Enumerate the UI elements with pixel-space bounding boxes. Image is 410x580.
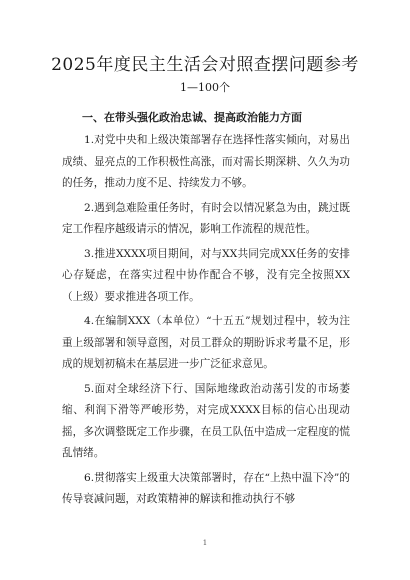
paragraph-4: 4.在编制XXX（本单位）“十五五”规划过程中，较为注重上级部署和领导意图，对员工群众的期盼诉求考量不足，形成的规划初稿未在基层进一步广泛征求意见。 xyxy=(62,315,350,370)
paragraph-1: 1.对党中央和上级决策部署存在选择性落实倾向，对易出成绩、显亮点的工作积极性高涨，而对需长期深耕、久久为功的任务，推动力度不足、持续发力不够。 xyxy=(62,134,350,189)
paragraph-3: 3.推进XXXX项目期间，对与XX共同完成XX任务的安排心存疑虑，在落实过程中协作配合不够，没有完全按照XX（上级）要求推进各项工作。 xyxy=(62,247,350,303)
paragraph-5: 5.面对全球经济下行、国际地缘政治动荡引发的市场萎缩、利润下滑等严峻形势，对完成XXXX目标的信心出现动摇，多次调整既定工作步骤，在员工队伍中造成一定程度的慌乱情绪。 xyxy=(62,382,350,459)
paragraph-6: 6.贯彻落实上级重大决策部署时，存在“上热中温下冷”的传导衰减问题，对政策精神的解读和推动执行不够 xyxy=(62,471,350,505)
page-number: 1 xyxy=(202,539,208,547)
paragraph-2: 2.遇到急难险重任务时，有时会以情况紧急为由，跳过既定工作程序越级请示的情况，影响工作流程的规范性。 xyxy=(62,201,350,235)
section-heading: 一、在带头强化政治忠诚、提高政治能力方面 xyxy=(82,111,302,124)
document-subtitle: 1—100个 xyxy=(180,81,230,94)
document-title: 2025年度民主生活会对照查摆问题参考 xyxy=(51,55,359,75)
document-body xyxy=(62,130,350,514)
